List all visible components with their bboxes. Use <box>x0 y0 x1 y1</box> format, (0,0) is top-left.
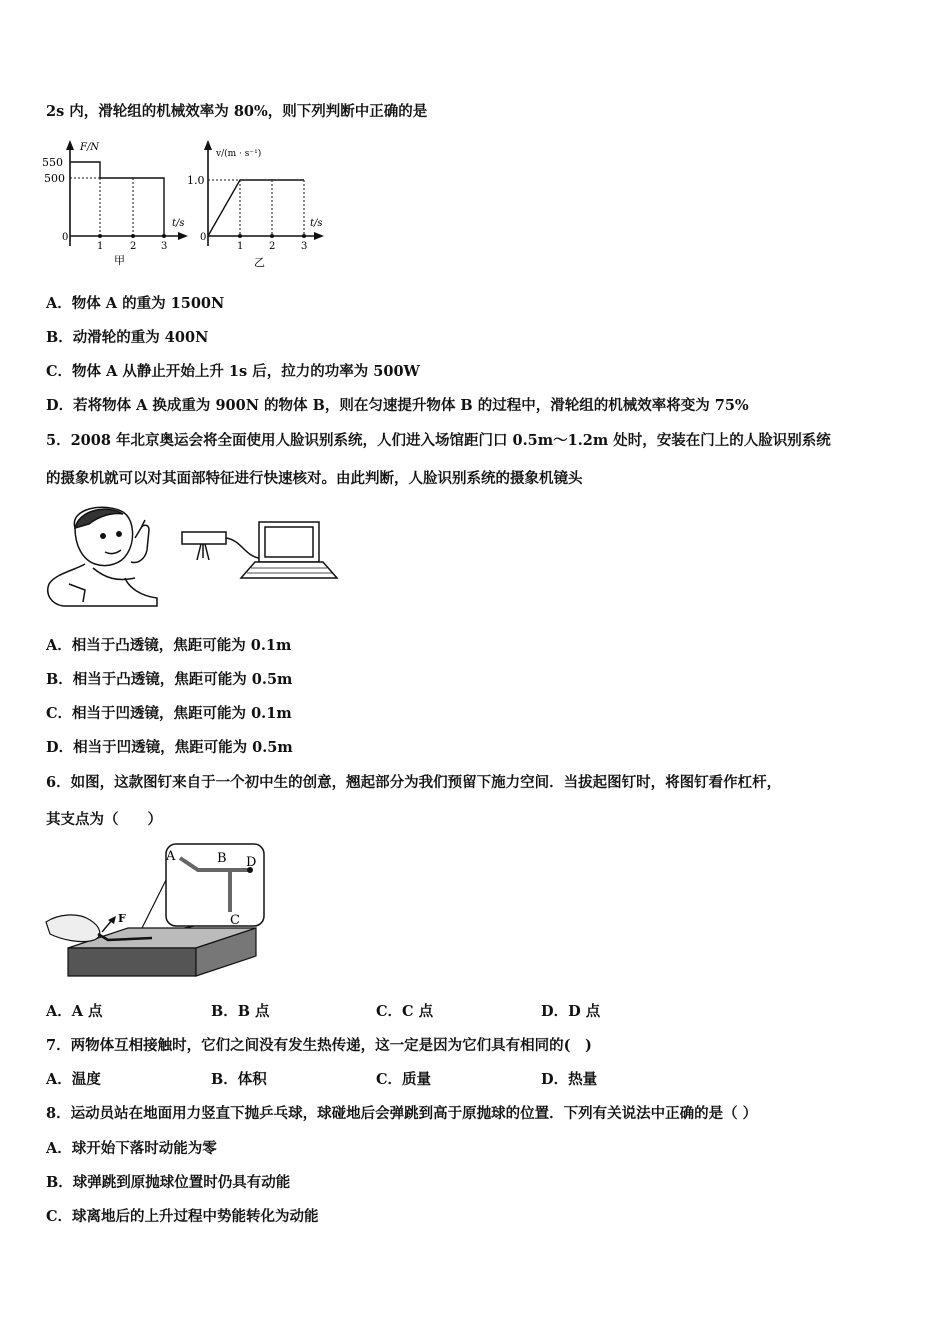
hand-icon <box>46 915 100 942</box>
label-a: A <box>166 849 176 864</box>
q8-option-c[interactable]: C．球离地后的上升过程中势能转化为动能 <box>46 1208 319 1225</box>
jia-y-high: 550 <box>42 156 63 169</box>
yi-tick-2: 2 <box>269 241 276 252</box>
q4-figure-jia <box>40 136 200 268</box>
callout-line-1 <box>140 880 166 932</box>
person-illustration <box>48 507 157 606</box>
laptop-icon <box>241 522 337 578</box>
q5-stem-line2: 的摄象机就可以对其面部特征进行快速核对。由此判断，人脸识别系统的摄象机镜头 <box>46 470 583 487</box>
label-c: C <box>230 913 240 928</box>
q4-option-c[interactable]: C．物体 A 从静止开始上升 1s 后，拉力的功率为 500W <box>46 363 420 380</box>
jia-tick-2: 2 <box>130 241 137 252</box>
label-d: D <box>246 855 257 870</box>
q7-option-b[interactable]: B．体积 <box>211 1071 267 1088</box>
yi-y-arrow <box>204 140 212 150</box>
q7-option-a[interactable]: A．温度 <box>46 1071 101 1088</box>
yi-caption: 乙 <box>254 256 265 269</box>
jia-tick-3: 3 <box>161 241 168 252</box>
label-b: B <box>217 851 227 866</box>
q4-figure-yi <box>186 136 336 270</box>
q5-option-c[interactable]: C．相当于凹透镜，焦距可能为 0.1m <box>46 705 292 722</box>
jia-force-line <box>70 162 164 236</box>
q6-option-a[interactable]: A．A 点 <box>46 1003 103 1020</box>
yi-speed-line <box>208 180 304 236</box>
yi-tick-1: 1 <box>237 241 244 252</box>
board-front <box>68 948 196 976</box>
yi-tick-3: 3 <box>301 241 308 252</box>
yi-xlabel: t/s <box>310 218 323 229</box>
q6-option-b[interactable]: B．B 点 <box>211 1003 270 1020</box>
yi-y-value: 1.0 <box>187 174 205 187</box>
q6-stem-line1: 6．如图，这款图钉来自于一个初中生的创意，翘起部分为我们预留下施力空间．当拔起图钉时，将图钉看作杠杆， <box>46 774 782 791</box>
jia-ylabel: F/N <box>80 142 100 153</box>
q5-option-b[interactable]: B．相当于凸透镜，焦距可能为 0.5m <box>46 671 293 688</box>
q6-option-d[interactable]: D．D 点 <box>541 1003 601 1020</box>
q4-option-b[interactable]: B．动滑轮的重为 400N <box>46 329 209 346</box>
q5-figure <box>45 498 339 610</box>
q7-option-c[interactable]: C．质量 <box>376 1071 432 1088</box>
yi-x-arrow <box>314 232 324 240</box>
jia-origin: 0 <box>62 232 69 243</box>
yi-origin: 0 <box>200 232 207 243</box>
q5-option-a[interactable]: A．相当于凸透镜，焦距可能为 0.1m <box>46 637 292 654</box>
q6-stem-line2: 其支点为（ ） <box>46 811 162 828</box>
jia-y-arrow <box>66 140 74 150</box>
jia-tick-1: 1 <box>97 241 104 252</box>
q8-option-a[interactable]: A．球开始下落时动能为零 <box>46 1140 217 1157</box>
jia-y-low: 500 <box>44 172 65 185</box>
q6-figure <box>44 840 268 980</box>
q5-option-d[interactable]: D．相当于凹透镜，焦距可能为 0.5m <box>46 739 293 756</box>
q7-option-d[interactable]: D．热量 <box>541 1071 598 1088</box>
jia-xlabel: t/s <box>172 218 185 229</box>
label-f: F <box>118 912 126 925</box>
q4-option-a[interactable]: A．物体 A 的重为 1500N <box>46 295 225 312</box>
force-arrow <box>102 920 112 932</box>
q8-option-b[interactable]: B．球弹跳到原抛球位置时仍具有动能 <box>46 1174 291 1191</box>
q8-stem: 8．运动员站在地面用力竖直下抛乒乓球，球碰地后会弹跳到高于原抛球的位置．下列有关说法中正确的是（ ） <box>46 1105 758 1122</box>
q5-stem-line1: 5．2008 年北京奥运会将全面使用人脸识别系统，人们进入场馆距门口 0.5m～1.2m 处时，安装在门上的人脸识别系统 <box>46 432 831 449</box>
q6-option-c[interactable]: C．C 点 <box>376 1003 434 1020</box>
q7-stem: 7．两物体互相接触时，它们之间没有发生热传递，这一定是因为它们具有相同的( ) <box>46 1037 592 1054</box>
q4-option-d[interactable]: D．若将物体 A 换成重为 900N 的物体 B，则在匀速提升物体 B 的过程中，滑轮组的机械效率将变为 75% <box>46 397 749 414</box>
q4-stem: 2s 内，滑轮组的机械效率为 80%，则下列判断中正确的是 <box>46 103 428 120</box>
jia-caption: 甲 <box>114 254 125 267</box>
yi-ylabel: v/(m · s⁻¹) <box>216 149 262 159</box>
camera-icon <box>182 532 259 560</box>
